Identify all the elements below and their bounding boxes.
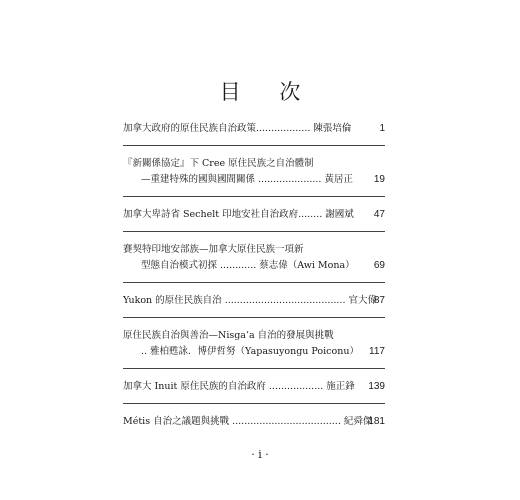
toc-entry[interactable] bbox=[123, 121, 385, 137]
toc-entry-text: 原住民族自治與善治—Nisga’a 自治的發展與挑戰 bbox=[123, 330, 334, 341]
toc-entry[interactable] bbox=[123, 379, 385, 395]
toc-entry-line bbox=[123, 242, 385, 258]
toc-entry-text: Métis 自治之議題與挑戰 .................................... 紀舜傑 bbox=[123, 416, 373, 427]
toc-entry[interactable] bbox=[123, 156, 385, 188]
toc-entry-line bbox=[123, 293, 385, 309]
toc-entry-line bbox=[123, 414, 385, 430]
toc-entry-text: 加拿大卑詩省 Sechelt 印地安社自治政府........ 謝國斌 bbox=[123, 209, 354, 220]
toc-entry-line bbox=[123, 172, 385, 188]
toc-page-number: 87 bbox=[373, 295, 385, 306]
toc-page-number: 181 bbox=[368, 416, 385, 427]
toc-entry-line bbox=[123, 328, 385, 344]
page-number-footer: · i · bbox=[251, 448, 269, 461]
toc-page-number: 139 bbox=[368, 381, 385, 392]
page-title: 目 次 bbox=[219, 80, 317, 104]
toc-entry-text: 加拿大政府的原住民族自治政策.................. 陳張培倫 bbox=[123, 123, 352, 134]
toc-divider bbox=[123, 282, 385, 283]
toc-divider bbox=[123, 317, 385, 318]
toc-entry-line bbox=[123, 156, 385, 172]
toc-entry[interactable] bbox=[123, 242, 385, 274]
toc-entry[interactable] bbox=[123, 207, 385, 223]
toc-divider bbox=[123, 403, 385, 404]
toc-entry-line bbox=[123, 207, 385, 223]
table-of-contents bbox=[123, 121, 385, 430]
toc-entry-subtext: —重建特殊的國與國間關係 ..................... 黃居正 bbox=[141, 174, 353, 185]
toc-entry-text: 加拿大 Inuit 原住民族的自治政府 .................. 施正鋒 bbox=[123, 381, 355, 392]
toc-page-number: 19 bbox=[373, 174, 385, 185]
toc-entry-text: 賽契特印地安部族—加拿大原住民族一項新 bbox=[123, 244, 304, 255]
toc-entry-line bbox=[123, 121, 385, 137]
toc-entry-text: 『新關係協定』下 Cree 原住民族之自治體制 bbox=[123, 158, 314, 169]
toc-entry-line bbox=[123, 344, 385, 360]
toc-page-number: 1 bbox=[379, 123, 385, 134]
toc-entry[interactable] bbox=[123, 328, 385, 360]
toc-divider bbox=[123, 196, 385, 197]
toc-divider bbox=[123, 145, 385, 146]
toc-entry-line bbox=[123, 379, 385, 395]
toc-entry[interactable] bbox=[123, 293, 385, 309]
toc-entry-subtext: .. 雅柏甦詠．博伊哲努（Yapasuyongu Poiconu） bbox=[141, 346, 359, 357]
toc-divider bbox=[123, 231, 385, 232]
toc-entry-subtext: 型態自治模式初探 ............ 蔡志偉（Awi Mona） bbox=[141, 260, 355, 271]
toc-entry-line bbox=[123, 258, 385, 274]
toc-page-number: 69 bbox=[373, 260, 385, 271]
toc-page-number: 47 bbox=[373, 209, 385, 220]
toc-divider bbox=[123, 368, 385, 369]
toc-page-number: 117 bbox=[369, 346, 385, 357]
toc-entry[interactable] bbox=[123, 414, 385, 430]
toc-entry-text: Yukon 的原住民族自治 ........................................ 官大偉 bbox=[123, 295, 378, 306]
